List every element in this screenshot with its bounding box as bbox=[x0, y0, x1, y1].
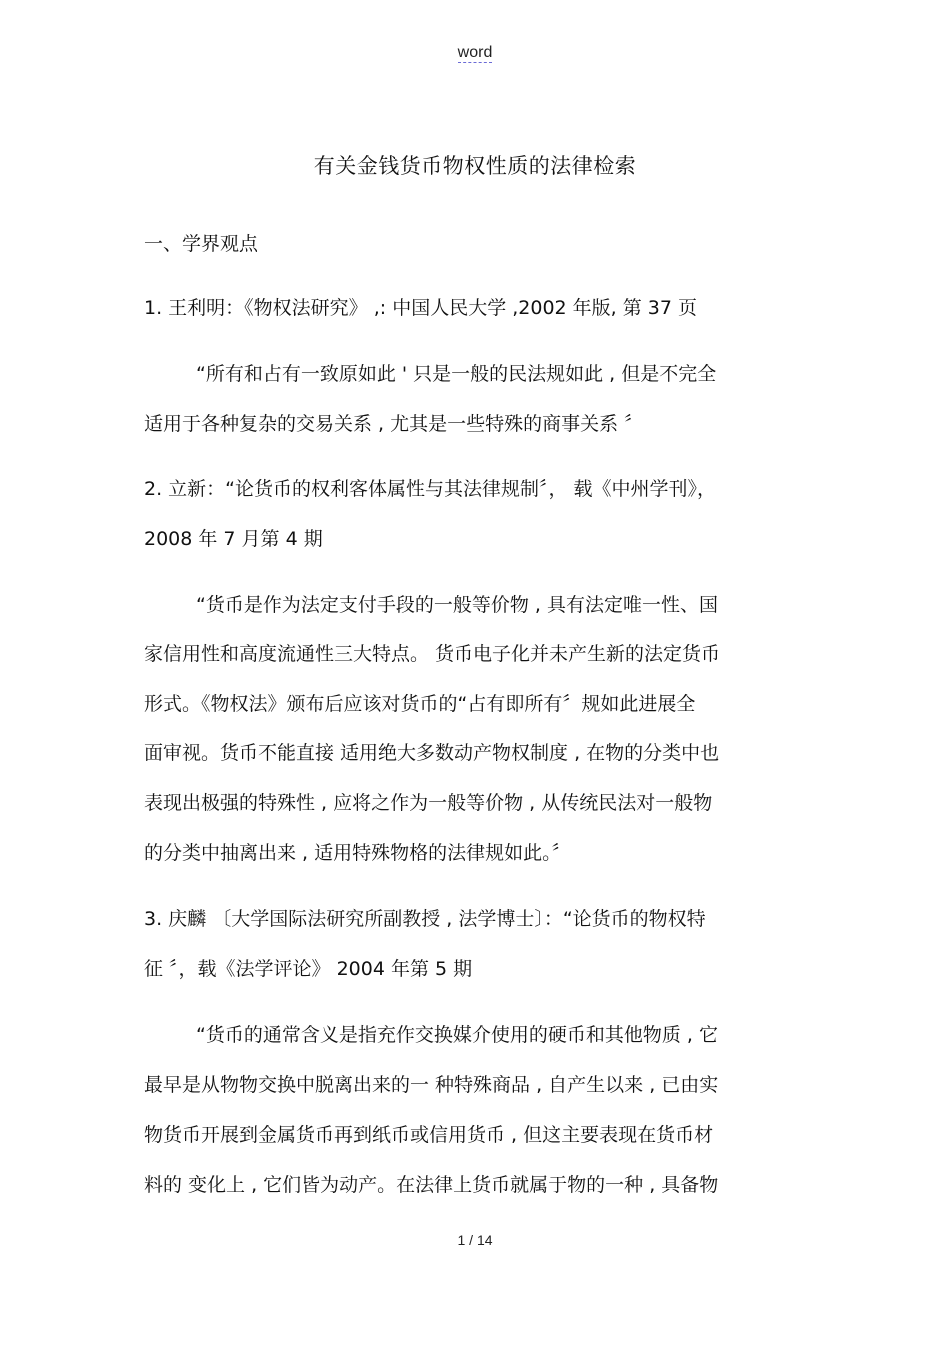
reference-2-line-2: 2008 年 7 月第 4 期 bbox=[144, 528, 323, 550]
header-word-label: word bbox=[457, 44, 493, 61]
quote-3-line-1: “货币的通常含义是指充作交换媒介使用的硬币和其他物质 , 它 bbox=[196, 1024, 718, 1046]
quote-3-line-2: 最早是从物物交换中脱离出来的一 种特殊商品 , 自产生以来 , 已由实 bbox=[144, 1074, 719, 1096]
quote-2-line-2: 家信用性和高度流通性三大特点。 货币电子化并未产生新的法定货币 bbox=[144, 643, 721, 665]
quote-3-line-3: 物货币开展到金属货币再到纸币或信用货币 , 但这主要表现在货币材 bbox=[144, 1124, 714, 1146]
reference-3-line-1: 3. 庆麟 〔大学国际法研究所副教授 , 法学博士〕：“论货币的物权特 bbox=[144, 908, 706, 930]
quote-2-line-4: 面审视。货币不能直接 适用绝大多数动产物权制度 , 在物的分类中也 bbox=[144, 742, 720, 764]
quote-2-line-5: 表现出极强的特殊性 , 应将之作为一般等价物 , 从传统民法对一般物 bbox=[144, 792, 713, 814]
quote-2-line-3: 形式。《物权法》颁布后应该对货币的“占有即所有〞规如此进展全 bbox=[144, 693, 696, 715]
page-number: 1 / 14 bbox=[457, 1232, 493, 1248]
quote-2-line-6: 的分类中抽离出来 , 适用特殊物格的法律规如此。〞 bbox=[144, 842, 571, 864]
reference-1: 1. 王利明：《物权法研究》 ,: 中国人民大学 ,2002 年版, 第 37 页 bbox=[144, 297, 697, 319]
quote-1-line-1: “所有和占有一致原如此 ' 只是一般的民法规如此 , 但是不完全 bbox=[196, 363, 717, 385]
reference-2-line-1: 2. 立新：“论货币的权利客体属性与其法律规制〞， 载《中州学刊》， bbox=[144, 478, 717, 500]
reference-3-line-2: 征 〞，载《法学评论》 2004 年第 5 期 bbox=[144, 958, 473, 980]
quote-2-line-1: “货币是作为法定支付手段的一般等价物 , 具有法定唯一性、国 bbox=[196, 594, 718, 616]
quote-1-line-2: 适用于各种复杂的交易关系 , 尤其是一些特殊的商事关系 〞 bbox=[144, 413, 644, 435]
section-heading: 一、学界观点 bbox=[144, 233, 259, 255]
quote-3-line-4: 料的 变化上 , 它们皆为动产。在法律上货币就属于物的一种 , 具备物 bbox=[144, 1174, 719, 1196]
page-header bbox=[0, 44, 950, 62]
document-title: 有关金钱货币物权性质的法律检索 bbox=[313, 154, 637, 178]
